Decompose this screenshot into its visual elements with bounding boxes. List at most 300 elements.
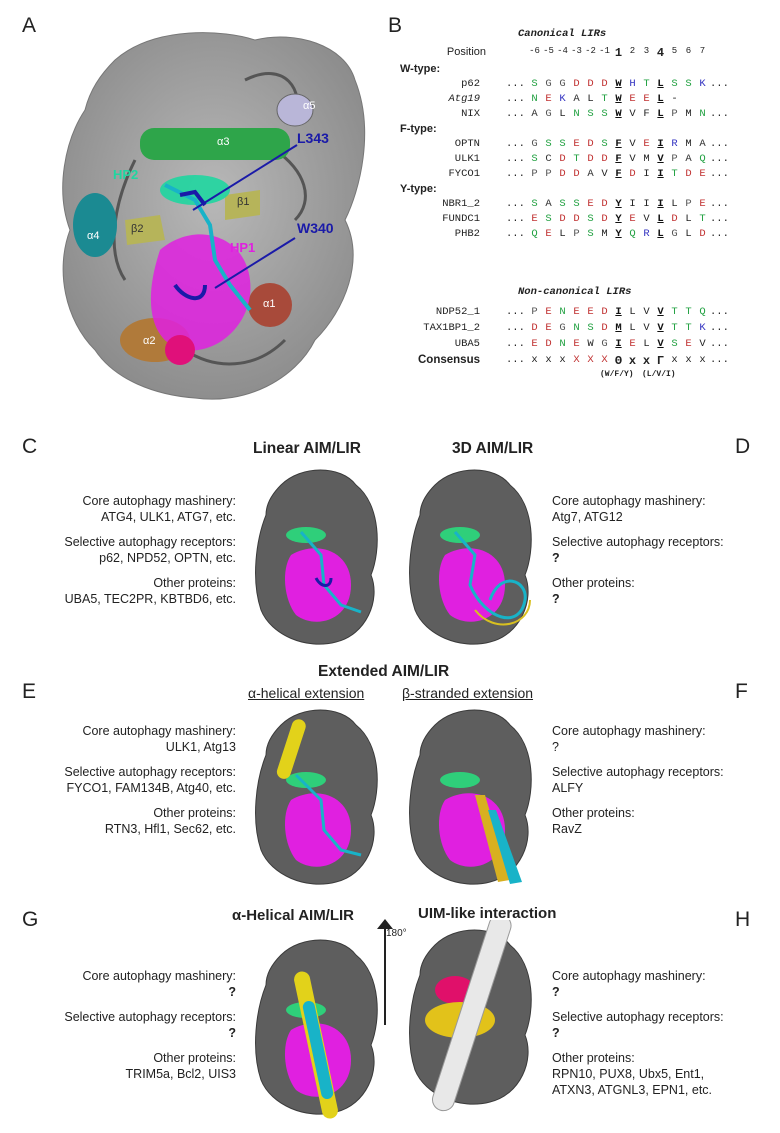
lir-residue: I xyxy=(643,198,650,210)
lir-trailing-dots: ... xyxy=(710,322,729,334)
consensus-note-2: (L/V/I) xyxy=(642,370,676,379)
g-sel-head: Selective autophagy receptors: xyxy=(64,1010,236,1024)
lir-residue: D xyxy=(573,168,580,180)
lir-residue: V xyxy=(657,153,664,165)
lir-residue: V xyxy=(601,168,608,180)
caption-h xyxy=(552,968,772,1098)
lir-residue: T xyxy=(601,93,608,105)
position-number: 1 xyxy=(614,46,623,60)
structure-beta-extension xyxy=(400,700,540,890)
position-number: 6 xyxy=(685,46,692,56)
e-core-head: Core autophagy mashinery: xyxy=(82,724,236,738)
lir-residue: P xyxy=(531,168,538,180)
f-other-val: RavZ xyxy=(552,822,582,836)
lir-residue: Y xyxy=(615,198,622,210)
c-other-val: UBA5, TEC2PR, KBTBD6, etc. xyxy=(64,592,236,606)
d-sel-head: Selective autophagy receptors: xyxy=(552,535,724,549)
lir-residue: A xyxy=(531,108,538,120)
title-helical-lir: α-Helical AIM/LIR xyxy=(232,907,355,924)
noncanonical-title: Non-canonical LIRs xyxy=(518,286,632,298)
consensus-residue: x xyxy=(699,354,706,366)
h-other-head: Other proteins: xyxy=(552,1051,635,1065)
lir-residue: G xyxy=(545,78,552,90)
structure-3d-lir xyxy=(400,460,540,650)
lir-trailing-dots: ... xyxy=(710,78,729,90)
g-other-head: Other proteins: xyxy=(153,1051,236,1065)
subtitle-alpha-extension: α-helical extension xyxy=(248,685,365,701)
structure-uim-like xyxy=(400,920,540,1130)
consensus-label: Consensus xyxy=(418,354,480,366)
lir-trailing-dots: ... xyxy=(710,168,729,180)
lir-leading-dots: ... xyxy=(506,213,525,225)
lir-residue: V xyxy=(657,322,664,334)
label-alpha5: α5 xyxy=(303,100,316,112)
lir-leading-dots: ... xyxy=(506,168,525,180)
lir-row-name: FUNDC1 xyxy=(442,213,480,225)
lir-residue: S xyxy=(587,108,594,120)
lir-residue: L xyxy=(657,78,664,90)
lir-residue: D xyxy=(601,153,608,165)
position-number: 3 xyxy=(643,46,650,56)
subtitle-beta-extension: β-stranded extension xyxy=(402,685,534,701)
consensus-residue: Γ xyxy=(656,354,665,368)
panel-label-c: C xyxy=(22,435,38,458)
lir-residue: L xyxy=(643,338,650,350)
title-extended-lir: Extended AIM/LIR xyxy=(318,663,450,680)
lir-residue: N xyxy=(573,108,580,120)
e-other-head: Other proteins: xyxy=(153,806,236,820)
lir-residue: N xyxy=(559,306,566,318)
panel-label-e: E xyxy=(22,680,37,703)
lir-residue: E xyxy=(573,138,580,150)
lir-residue: I xyxy=(657,168,664,180)
lir-leading-dots: ... xyxy=(506,338,525,350)
caption-g xyxy=(18,968,236,1082)
caption-c xyxy=(18,493,236,607)
consensus-residue: x xyxy=(671,354,678,366)
lir-residue: R xyxy=(671,138,678,150)
lir-residue: E xyxy=(545,228,552,240)
lir-row-name: p62 xyxy=(461,78,480,90)
lir-residue: D xyxy=(545,338,552,350)
lir-residue: Q xyxy=(629,228,636,240)
c-sel-head: Selective autophagy receptors: xyxy=(64,535,236,549)
lir-residue: E xyxy=(573,338,580,350)
lir-leading-dots: ... xyxy=(506,108,525,120)
lir-residue: L xyxy=(657,93,664,105)
lir-residue: L xyxy=(559,228,566,240)
lir-row-name: PHB2 xyxy=(454,228,480,240)
f-sel-val: ALFY xyxy=(552,781,584,795)
lir-residue: F xyxy=(615,168,622,180)
lir-residue: Q xyxy=(699,153,706,165)
position-number: 2 xyxy=(629,46,636,56)
lir-residue: V xyxy=(657,338,664,350)
lir-residue: T xyxy=(671,306,678,318)
lir-residue: H xyxy=(629,78,636,90)
lir-residue: E xyxy=(629,338,636,350)
rotation-arrow-icon xyxy=(377,919,393,929)
position-number: 4 xyxy=(656,46,665,60)
title-3d-lir: 3D AIM/LIR xyxy=(452,440,534,457)
lir-residue: E xyxy=(531,213,538,225)
lir-residue: L xyxy=(685,213,692,225)
lir-residue: D xyxy=(601,213,608,225)
lir-alignment-panel-b xyxy=(378,24,778,404)
lir-residue: L xyxy=(657,108,664,120)
lir-residue: V xyxy=(643,213,650,225)
lir-row-name: ULK1 xyxy=(454,153,480,165)
panel-label-f: F xyxy=(735,680,748,703)
d-core-val: Atg7, ATG12 xyxy=(552,510,623,524)
lir-residue: E xyxy=(699,168,706,180)
g-other-val: TRIM5a, Bcl2, UIS3 xyxy=(125,1067,236,1081)
lir-residue: E xyxy=(629,93,636,105)
lir-residue: - xyxy=(671,93,678,105)
lir-residue: F xyxy=(643,108,650,120)
label-beta1: β1 xyxy=(237,196,250,208)
lir-trailing-dots: ... xyxy=(710,198,729,210)
e-sel-val: FYCO1, FAM134B, Atg40, etc. xyxy=(66,781,236,795)
consensus-residue: x xyxy=(531,354,538,366)
position-number: 7 xyxy=(699,46,706,56)
lir-residue: I xyxy=(615,306,622,318)
lir-residue: M xyxy=(685,138,692,150)
lir-residue: V xyxy=(629,108,636,120)
consensus-leading-dots: ... xyxy=(506,354,525,366)
lir-residue: N xyxy=(699,108,706,120)
label-alpha1: α1 xyxy=(263,298,276,310)
h-sel-val: ? xyxy=(552,1026,560,1040)
lir-residue: L xyxy=(587,93,594,105)
consensus-residue: X xyxy=(573,354,580,366)
lir-residue: P xyxy=(573,228,580,240)
lir-residue: D xyxy=(531,322,538,334)
lir-row-name: UBA5 xyxy=(454,338,480,350)
c-other-head: Other proteins: xyxy=(153,576,236,590)
lir-residue: E xyxy=(587,198,594,210)
d-other-head: Other proteins: xyxy=(552,576,635,590)
lir-row-name: NIX xyxy=(461,108,480,120)
d-sel-val: ? xyxy=(552,551,560,565)
panel-label-d: D xyxy=(735,435,751,458)
c-core-val: ATG4, ULK1, ATG7, etc. xyxy=(100,510,236,524)
lir-row-name: NDP52_1 xyxy=(435,306,480,318)
label-beta2: β2 xyxy=(131,223,144,235)
lir-residue: W xyxy=(615,108,622,120)
lir-residue: A xyxy=(573,93,580,105)
panel-label-a: A xyxy=(22,14,37,37)
structure-helical-lir xyxy=(246,930,386,1130)
lir-residue: D xyxy=(629,168,636,180)
position-number: -5 xyxy=(543,46,554,56)
helix-alpha4 xyxy=(73,193,117,257)
label-alpha2: α2 xyxy=(143,335,156,347)
consensus-residue: x xyxy=(642,354,651,368)
lir-residue: S xyxy=(559,198,566,210)
lir-residue: Q xyxy=(699,306,706,318)
lir-residue: L xyxy=(559,108,566,120)
lir-residue: S xyxy=(531,198,538,210)
consensus-note-1: (W/F/Y) xyxy=(600,370,634,379)
lir-residue: I xyxy=(629,198,636,210)
residue-patch xyxy=(165,335,195,365)
e-other-val: RTN3, Hfl1, Sec62, etc. xyxy=(104,822,236,836)
h-core-head: Core autophagy mashinery: xyxy=(552,969,706,983)
helix-alpha3 xyxy=(140,128,290,160)
lir-residue: S xyxy=(559,138,566,150)
f-core-head: Core autophagy mashinery: xyxy=(552,724,706,738)
label-l343: L343 xyxy=(297,130,329,146)
lir-residue: D xyxy=(685,168,692,180)
lir-residue: R xyxy=(643,228,650,240)
lir-residue: E xyxy=(545,93,552,105)
lir-residue: K xyxy=(699,322,706,334)
lir-residue: M xyxy=(601,228,608,240)
caption-e xyxy=(18,723,236,837)
lir-residue: G xyxy=(671,228,678,240)
lir-residue: T xyxy=(685,306,692,318)
lir-trailing-dots: ... xyxy=(710,138,729,150)
h-core-val: ? xyxy=(552,985,560,999)
label-alpha3: α3 xyxy=(217,136,230,148)
f-sel-head: Selective autophagy receptors: xyxy=(552,765,724,779)
lir-residue: A xyxy=(699,138,706,150)
panel-label-g: G xyxy=(22,908,39,931)
lir-residue: E xyxy=(699,198,706,210)
lir-trailing-dots: ... xyxy=(710,306,729,318)
lir-trailing-dots: ... xyxy=(710,108,729,120)
lir-residue: I xyxy=(615,338,622,350)
lir-leading-dots: ... xyxy=(506,153,525,165)
lir-leading-dots: ... xyxy=(506,138,525,150)
e-core-val: ULK1, Atg13 xyxy=(165,740,236,754)
lir-residue: P xyxy=(685,198,692,210)
g-core-head: Core autophagy mashinery: xyxy=(82,969,236,983)
rotation-label: 180° xyxy=(386,928,407,939)
lir-residue: E xyxy=(643,93,650,105)
lir-residue: E xyxy=(587,306,594,318)
lir-residue: V xyxy=(699,338,706,350)
lir-residue: L xyxy=(629,306,636,318)
lir-residue: D xyxy=(699,228,706,240)
lir-residue: L xyxy=(629,322,636,334)
lir-residue: L xyxy=(685,228,692,240)
lir-residue: N xyxy=(559,338,566,350)
lir-trailing-dots: ... xyxy=(710,338,729,350)
lir-row-name: OPTN xyxy=(454,138,480,150)
lir-residue: L xyxy=(657,213,664,225)
lir-residue: I xyxy=(657,198,664,210)
caption-d xyxy=(552,493,772,607)
position-number: -1 xyxy=(599,46,610,56)
position-number: -2 xyxy=(585,46,596,56)
lir-residue: D xyxy=(559,168,566,180)
lir-residue: V xyxy=(643,306,650,318)
lir-residue: D xyxy=(587,138,594,150)
consensus-residue: x xyxy=(685,354,692,366)
position-number: 5 xyxy=(671,46,678,56)
lir-residue: A xyxy=(545,198,552,210)
lir-row-name: TAX1BP1_2 xyxy=(423,322,480,334)
lir-residue: V xyxy=(629,153,636,165)
lir-residue: G xyxy=(559,322,566,334)
lir-trailing-dots: ... xyxy=(710,153,729,165)
lir-residue: S xyxy=(545,138,552,150)
caption-f xyxy=(552,723,772,837)
lir-residue: D xyxy=(587,153,594,165)
lir-residue: C xyxy=(545,153,552,165)
panel-label-h: H xyxy=(735,908,751,931)
lir-residue: A xyxy=(685,153,692,165)
lir-residue: Y xyxy=(615,213,622,225)
lir-residue: S xyxy=(587,228,594,240)
canonical-title: Canonical LIRs xyxy=(518,28,607,40)
position-label: Position xyxy=(446,46,486,58)
position-number: -6 xyxy=(529,46,540,56)
d-other-val: ? xyxy=(552,592,560,606)
lir-residue: D xyxy=(601,78,608,90)
lir-residue: T xyxy=(699,213,706,225)
h-other-val2: ATXN3, ATGNL3, EPN1, etc. xyxy=(552,1083,713,1097)
lir-residue: S xyxy=(587,213,594,225)
lir-residue: P xyxy=(531,306,538,318)
lir-row-name: NBR1_2 xyxy=(442,198,480,210)
lir-residue: S xyxy=(531,78,538,90)
lir-residue: E xyxy=(531,338,538,350)
e-sel-head: Selective autophagy receptors: xyxy=(64,765,236,779)
lir-residue: E xyxy=(545,322,552,334)
structure-alpha-extension xyxy=(246,700,386,890)
lir-residue: D xyxy=(573,78,580,90)
lir-residue: T xyxy=(685,322,692,334)
title-linear-lir: Linear AIM/LIR xyxy=(253,440,361,457)
lir-residue: T xyxy=(671,322,678,334)
lir-leading-dots: ... xyxy=(506,78,525,90)
lir-residue: S xyxy=(545,213,552,225)
lir-residue: I xyxy=(657,138,664,150)
lir-group-label: Y-type: xyxy=(400,183,437,195)
label-alpha4: α4 xyxy=(87,230,100,242)
lir-residue: P xyxy=(671,153,678,165)
lir-residue: S xyxy=(671,78,678,90)
lir-residue: W xyxy=(615,78,622,90)
lir-residue: L xyxy=(671,198,678,210)
lir-leading-dots: ... xyxy=(506,93,525,105)
lir-residue: N xyxy=(573,322,580,334)
h-sel-head: Selective autophagy receptors: xyxy=(552,1010,724,1024)
lir-residue: E xyxy=(545,306,552,318)
lir-residue: E xyxy=(685,338,692,350)
lc3-structure-panel-a xyxy=(45,20,385,410)
h-other-val: RPN10, PUX8, Ubx5, Ent1, xyxy=(552,1067,705,1081)
label-hp1: HP1 xyxy=(230,240,256,255)
lir-residue: D xyxy=(601,306,608,318)
structure-linear-lir xyxy=(246,460,386,650)
lir-residue: K xyxy=(699,78,706,90)
lir-residue: F xyxy=(615,138,622,150)
lir-residue: S xyxy=(531,153,538,165)
position-number: -3 xyxy=(571,46,582,56)
lir-residue: M xyxy=(685,108,692,120)
lir-residue: L xyxy=(657,228,664,240)
lir-residue: D xyxy=(559,153,566,165)
lir-residue: D xyxy=(559,213,566,225)
lir-leading-dots: ... xyxy=(506,322,525,334)
lir-residue: S xyxy=(587,322,594,334)
lir-row-name: Atg19 xyxy=(448,93,480,105)
lir-residue: D xyxy=(601,198,608,210)
f-core-val: ? xyxy=(552,740,559,754)
lir-residue: G xyxy=(531,138,538,150)
lir-residue: W xyxy=(587,338,594,350)
lir-residue: S xyxy=(685,78,692,90)
g-sel-val: ? xyxy=(228,1026,236,1040)
consensus-residue: X xyxy=(601,354,608,366)
lir-residue: Y xyxy=(615,228,622,240)
lir-residue: T xyxy=(573,153,580,165)
position-number: -4 xyxy=(557,46,568,56)
lir-residue: E xyxy=(643,138,650,150)
consensus-residue: X xyxy=(587,354,594,366)
lir-residue: S xyxy=(601,108,608,120)
label-hp2: HP2 xyxy=(113,167,139,182)
lir-residue: S xyxy=(671,338,678,350)
lir-residue: G xyxy=(545,108,552,120)
lir-residue: D xyxy=(601,322,608,334)
lir-leading-dots: ... xyxy=(506,228,525,240)
consensus-trailing-dots: ... xyxy=(710,354,729,366)
lir-group-label: F-type: xyxy=(400,123,437,135)
lir-residue: V xyxy=(657,306,664,318)
lir-trailing-dots: ... xyxy=(710,213,729,225)
lir-residue: P xyxy=(545,168,552,180)
lir-residue: Q xyxy=(531,228,538,240)
lir-residue: T xyxy=(643,78,650,90)
c-core-head: Core autophagy mashinery: xyxy=(82,494,236,508)
lir-residue: G xyxy=(559,78,566,90)
lir-residue: V xyxy=(629,138,636,150)
lir-residue: S xyxy=(601,138,608,150)
lir-residue: E xyxy=(573,306,580,318)
lir-leading-dots: ... xyxy=(506,198,525,210)
lir-residue: I xyxy=(643,168,650,180)
lir-residue: D xyxy=(671,213,678,225)
consensus-residue: x xyxy=(545,354,552,366)
lir-residue: T xyxy=(671,168,678,180)
panel-label-b: B xyxy=(388,14,403,37)
title-uim-like: UIM-like interaction xyxy=(418,905,557,922)
lir-leading-dots: ... xyxy=(506,306,525,318)
lir-residue: N xyxy=(531,93,538,105)
d-core-head: Core autophagy mashinery: xyxy=(552,494,706,508)
lir-row-name: FYCO1 xyxy=(448,168,480,180)
lir-residue: W xyxy=(615,93,622,105)
consensus-residue: x xyxy=(559,354,566,366)
g-core-val: ? xyxy=(228,985,236,999)
lir-residue: V xyxy=(643,322,650,334)
consensus-residue: Θ xyxy=(614,354,623,368)
label-w340: W340 xyxy=(297,220,334,236)
lir-residue: M xyxy=(643,153,650,165)
lir-residue: E xyxy=(629,213,636,225)
lir-trailing-dots: ... xyxy=(710,228,729,240)
lir-residue: M xyxy=(615,322,622,334)
lir-residue: F xyxy=(615,153,622,165)
f-other-head: Other proteins: xyxy=(552,806,635,820)
lir-residue: K xyxy=(559,93,566,105)
lir-residue: P xyxy=(671,108,678,120)
